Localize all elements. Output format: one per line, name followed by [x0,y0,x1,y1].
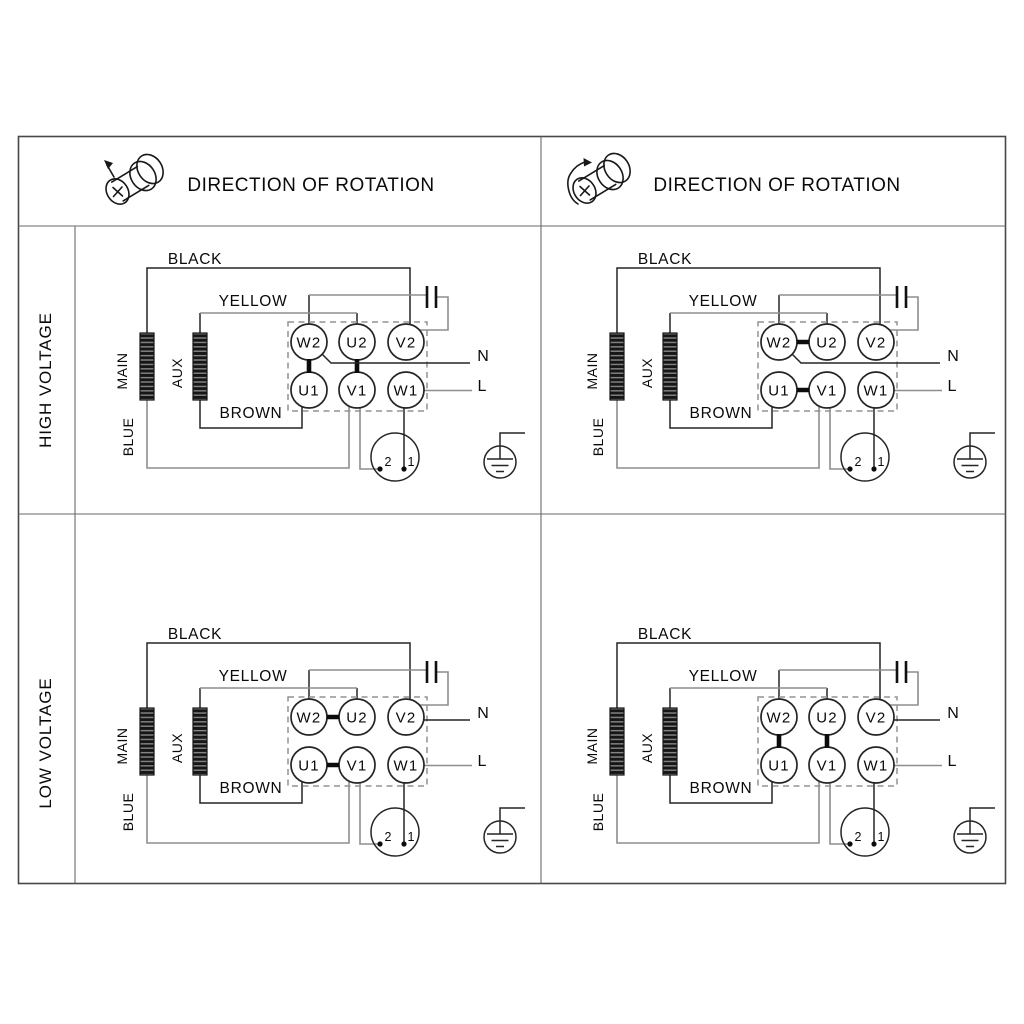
quadrant-high-right [584,251,995,481]
row-label-low-voltage: LOW VOLTAGE [36,677,55,809]
header-title-left: DIRECTION OF ROTATION [187,175,435,196]
terminal-links-horizontal [327,717,339,765]
quadrant-low-right [584,626,995,856]
quadrant-low-left [114,626,525,856]
rotation-icon-right [568,148,636,207]
header-cell-right [568,148,901,207]
rotation-icon-left [101,149,168,208]
neutral-label: N [477,705,489,722]
rotation-arrowhead [584,158,593,167]
quadrant-high-left [114,251,525,481]
neutral-label: N [947,348,959,365]
terminal-links-horizontal [797,342,809,390]
header-cell-left [101,149,434,208]
table-outer-border [19,137,1006,884]
neutral-label: N [477,348,489,365]
neutral-label: N [947,705,959,722]
terminal-links-vertical [779,734,827,748]
table-grid-lines [19,137,1006,884]
terminal-links-vertical [309,359,357,373]
row-label-high-voltage: HIGH VOLTAGE [36,312,55,448]
rotation-arrowhead [104,160,113,169]
header-title-right: DIRECTION OF ROTATION [653,175,901,196]
